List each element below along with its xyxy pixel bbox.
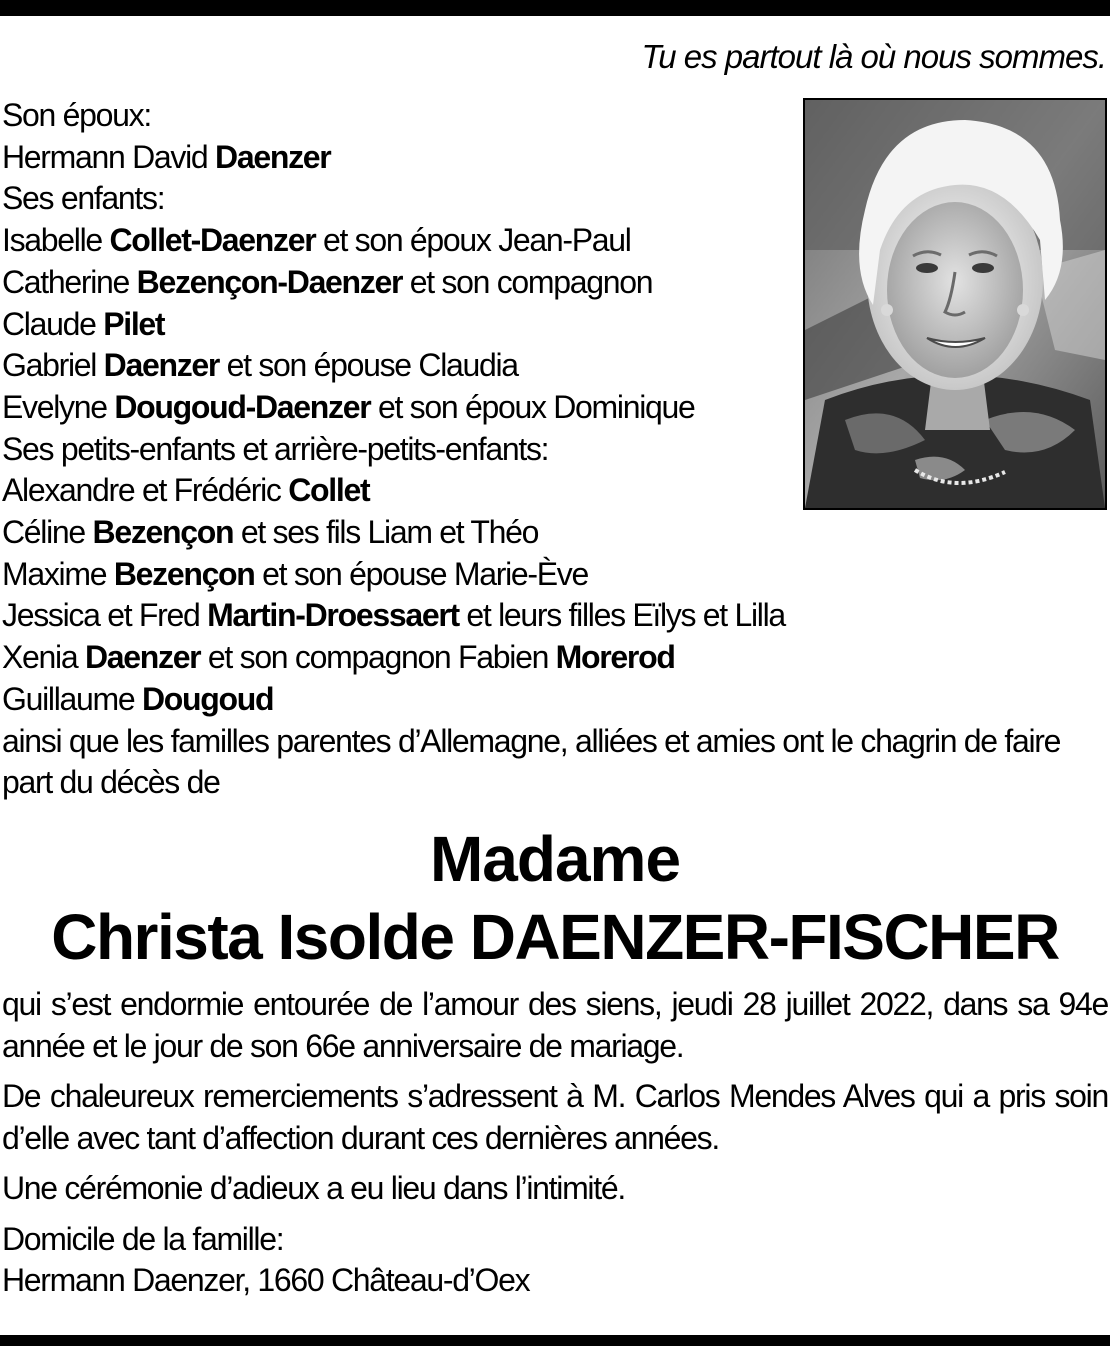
honorific: Madame xyxy=(429,823,681,895)
children-heading: Ses enfants: xyxy=(2,180,165,217)
ceremony-paragraph: Une cérémonie d’adieux a eu lieu dans l’intimité. xyxy=(2,1170,625,1206)
spouse-first-name: Hermann David xyxy=(2,138,216,175)
grandchild-line xyxy=(2,637,1108,679)
grandchild-line xyxy=(2,512,1108,554)
child-first-name: Isabelle xyxy=(2,222,110,259)
bottom-rule xyxy=(0,1335,1110,1346)
top-rule xyxy=(0,0,1110,16)
grandchild-partner-last-name: Morerod xyxy=(555,639,675,676)
grandchild-first-name: Alexandre et Frédéric xyxy=(2,472,289,509)
child-detail: et son épouse Claudia xyxy=(219,347,518,384)
grandchildren-heading: Ses petits-enfants et arrière-petits-enfants: xyxy=(2,430,549,467)
grandchild-line xyxy=(2,470,1108,512)
thanks-paragraph: De chaleureux remerciements s’adressent à M. Carlos Mendes Alves qui a pris soin d’elle avec tant d’affection durant ces dernières années. xyxy=(2,1078,1108,1156)
grandchild-last-name: Bezençon xyxy=(92,514,234,551)
announcement-closing: ainsi que les familles parentes d’Allemagne, alliées et amies ont le chagrin de faire part du décès de xyxy=(2,722,1061,801)
child-line xyxy=(2,387,1108,429)
child-first-name: Catherine xyxy=(2,263,137,300)
grandchild-detail: et son épouse Marie-Ève xyxy=(254,555,589,592)
child-first-name: Gabriel xyxy=(2,347,104,384)
grandchild-line xyxy=(2,595,1108,637)
deceased-name: Christa Isolde DAENZER-FISCHER xyxy=(51,901,1059,973)
spouse-heading: Son époux: xyxy=(2,97,151,133)
family-list xyxy=(2,95,1108,804)
grandchild-detail: et son compagnon Fabien xyxy=(200,639,556,676)
child-detail: et son époux Jean-Paul xyxy=(315,222,631,259)
child-line xyxy=(2,304,1108,346)
child-last-name: Collet-Daenzer xyxy=(109,222,316,259)
child-last-name: Pilet xyxy=(103,305,165,342)
grandchild-last-name: Dougoud xyxy=(141,680,274,717)
domicile-block xyxy=(2,1219,1108,1302)
domicile-address: Hermann Daenzer, 1660 Château-d’Oex xyxy=(2,1262,530,1298)
child-last-name: Bezençon-Daenzer xyxy=(136,263,403,300)
child-line xyxy=(2,262,1108,304)
grandchild-first-name: Guillaume xyxy=(2,680,142,717)
grandchild-last-name: Martin-Droessaert xyxy=(207,597,459,634)
spouse-line xyxy=(2,137,1108,179)
grandchild-first-name: Jessica et Fred xyxy=(2,597,208,634)
child-first-name: Evelyne xyxy=(2,388,115,425)
epigraph: Tu es partout là où nous sommes. xyxy=(641,38,1106,75)
spouse-last-name: Daenzer xyxy=(215,138,331,175)
child-detail: et son compagnon xyxy=(402,263,653,300)
child-line xyxy=(2,345,1108,387)
grandchild-line xyxy=(2,554,1108,596)
child-line xyxy=(2,220,1108,262)
child-last-name: Daenzer xyxy=(103,347,220,384)
grandchild-first-name: Xenia xyxy=(2,639,85,676)
grandchild-first-name: Maxime xyxy=(2,555,114,592)
grandchild-detail: et ses fils Liam et Théo xyxy=(233,514,539,551)
domicile-heading: Domicile de la famille: xyxy=(2,1220,284,1257)
child-last-name: Dougoud-Daenzer xyxy=(114,388,371,425)
child-first-name: Claude xyxy=(2,305,104,342)
passing-paragraph: qui s’est endormie entourée de l’amour des siens, jeudi 28 juillet 2022, dans sa 94e année et le jour de son 66e anniversaire de mariage. xyxy=(2,986,1108,1064)
grandchild-first-name: Céline xyxy=(2,514,93,551)
grandchild-detail: et leurs filles Eïlys et Lilla xyxy=(458,597,785,634)
grandchild-line xyxy=(2,679,1108,721)
grandchild-last-name: Collet xyxy=(288,472,370,509)
child-detail: et son époux Dominique xyxy=(370,388,695,425)
grandchild-last-name: Daenzer xyxy=(84,639,201,676)
grandchild-last-name: Bezençon xyxy=(113,555,255,592)
announcement-body xyxy=(2,984,1108,1302)
